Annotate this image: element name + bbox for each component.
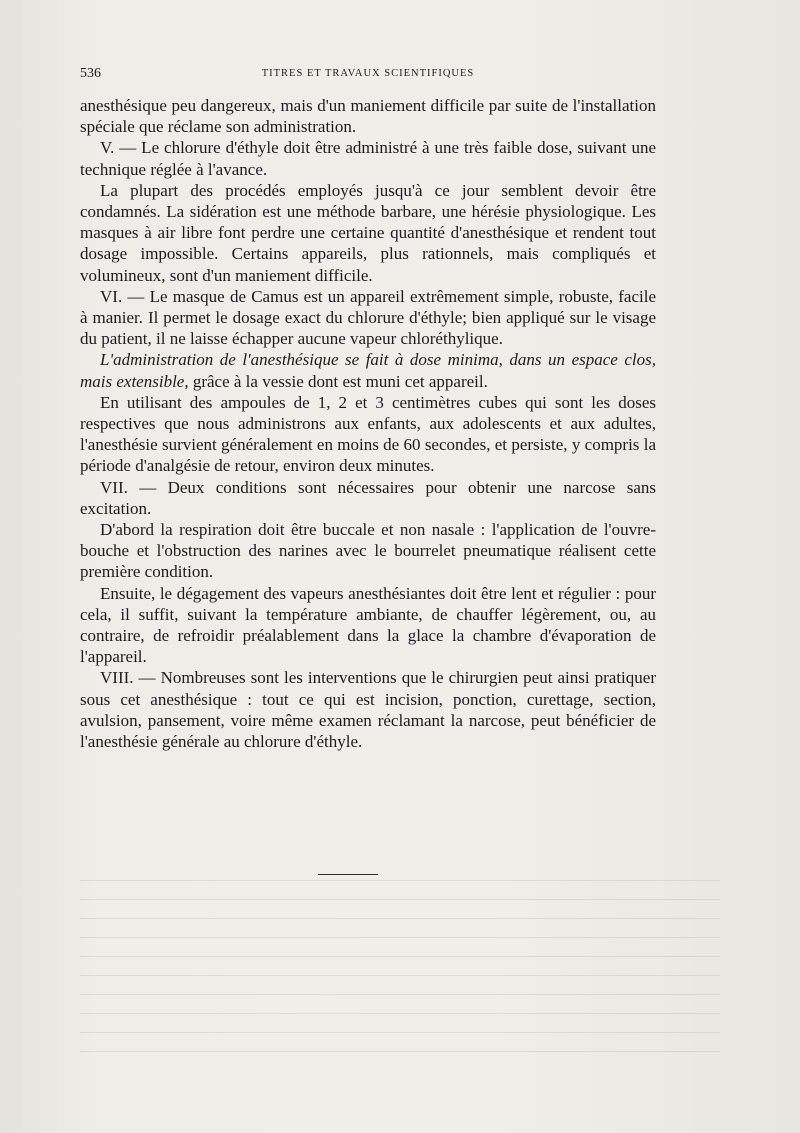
- paragraph-point-viii: VIII. — Nombreuses sont les interventions que le chirurgien peut ainsi pratiquer sous cet anesthésique : tout ce qui est incision, ponction, curettage, section, avulsion, pansement, voire même examen réclamant la narcose, peut bénéficier de l'anesthésie générale au chlorure d'éthyle.: [80, 668, 656, 752]
- running-title: TITRES ET TRAVAUX SCIENTIFIQUES: [261, 68, 475, 79]
- section-rule: [318, 874, 378, 875]
- paragraph-point-vii: VII. — Deux conditions sont nécessaires pour obtenir une narcose sans excitation.: [80, 477, 656, 518]
- page-header: [80, 66, 656, 86]
- paragraph-procedures: La plupart des procédés employés jusqu'à ce jour semblent devoir être condamnés. La sidération est une méthode barbare, une hérésie physiologique. Les masques à air libre font perdre une certaine quantité d'anesthésique et rendent tout dosage impossible. Certains appareils, plus rationnels, mais compliqués et volumineux, sont d'un maniement difficile.: [80, 180, 656, 285]
- bleed-through: [80, 880, 720, 1060]
- paragraph-respiration: D'abord la respiration doit être buccale et non nasale : l'application de l'ouvre-bouche et l'obstruction des narines avec le bourrelet pneumatique réalisent cette première condition.: [80, 520, 656, 582]
- body-text: [80, 95, 656, 752]
- paragraph-continuation: anesthésique peu dangereux, mais d'un maniement difficile par suite de l'installation spéciale que réclame son administration.: [80, 96, 656, 137]
- paragraph-vapeurs: Ensuite, le dégagement des vapeurs anesthésiantes doit être lent et régulier : pour cela, il suffit, suivant la température ambiante, de chauffer légèrement, ou, au contraire, de refroidir préalablement dans la glace la chambre d'évaporation de l'appareil.: [80, 583, 656, 667]
- paragraph-point-vi: VI. — Le masque de Camus est un appareil extrêmement simple, robuste, facile à manier. Il permet le dosage exact du chlorure d'éthyle; bien appliqué sur le visage du patient, il ne laisse échapper aucune vapeur chloréthylique.: [80, 286, 656, 349]
- administration-rest: grâce à la vessie dont est muni cet appareil.: [188, 371, 488, 391]
- paragraph-point-v: V. — Le chlorure d'éthyle doit être administré à une très faible dose, suivant une technique réglée à l'avance.: [80, 138, 656, 179]
- page-number: 536: [80, 66, 101, 81]
- italic-administration: L'administration de l'anesthésique se fait à dose minima, dans un espace clos, mais extensible,: [80, 350, 656, 391]
- paragraph-ampoules: En utilisant des ampoules de 1, 2 et 3 centimètres cubes qui sont les doses respectives que nous administrons aux enfants, aux adolescents et aux adultes, l'anesthésie survient généralement en moins de 60 secondes, et persiste, y compris la période d'analgésie de retour, environ deux minutes.: [80, 392, 656, 476]
- paragraph-administration: [80, 349, 656, 391]
